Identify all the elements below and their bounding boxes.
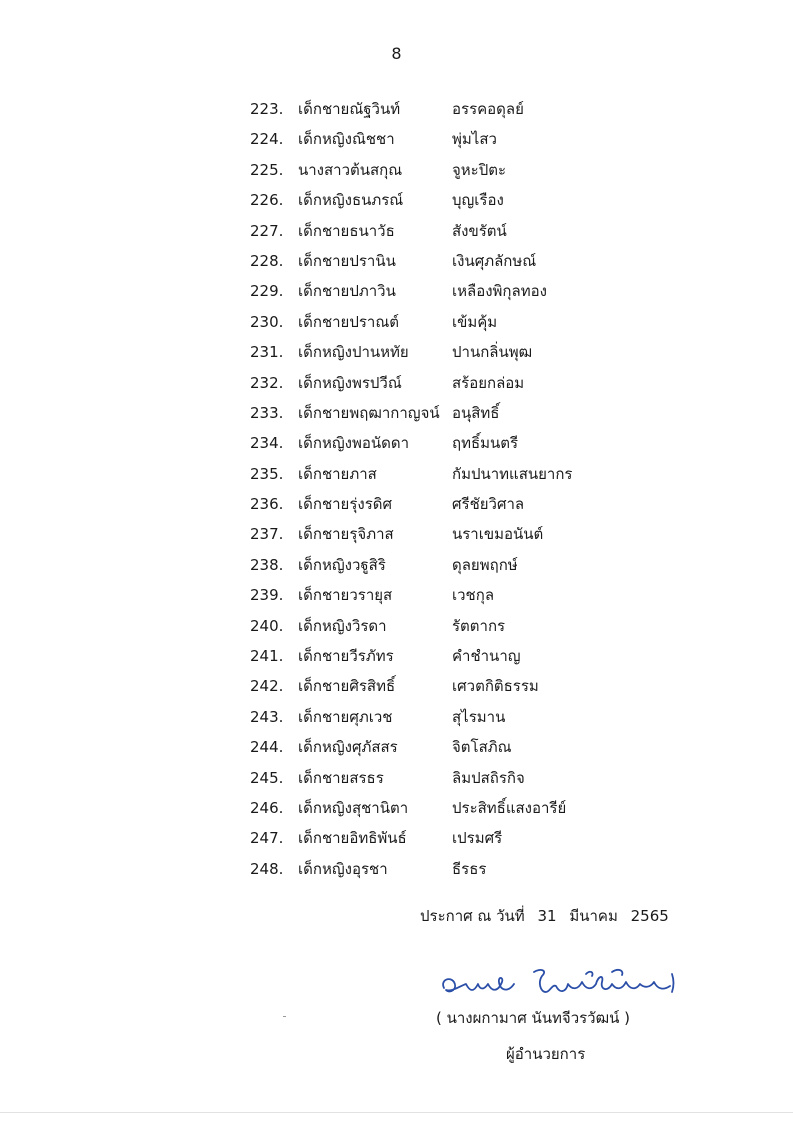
entry-number: 235. [250, 464, 284, 483]
entry-number: 224. [250, 130, 284, 149]
list-item [0, 94, 793, 124]
entry-number: 231. [250, 343, 284, 362]
entry-number: 228. [250, 251, 284, 270]
entry-last-name: เงินศุภลักษณ์ [452, 251, 537, 270]
signer-name: ( นางผกามาศ นันทจีวรวัฒน์ ) [436, 1009, 631, 1027]
entry-number: 223. [250, 100, 284, 118]
entry-first-name: เด็กชายสรธร [298, 768, 384, 787]
entry-last-name: จูหะปิตะ [452, 160, 507, 179]
list-item [0, 124, 793, 154]
entry-first-name: เด็กหญิงวฐูสิริ [298, 555, 386, 574]
entry-number: 244. [250, 738, 284, 757]
entry-last-name: สังขรัตน์ [452, 221, 507, 240]
list-item [0, 732, 793, 762]
list-item [0, 519, 793, 549]
list-item [0, 368, 793, 398]
entry-number: 241. [250, 647, 284, 666]
entry-last-name: เหลืองพิกุลทอง [452, 282, 547, 301]
page-number: 8 [391, 44, 402, 63]
entry-last-name: นราเขมอนันต์ [452, 525, 544, 544]
list-item [0, 398, 793, 428]
list-item [0, 337, 793, 367]
entry-first-name: เด็กหญิงอุรชา [298, 859, 388, 878]
entry-last-name: ประสิทธิ์แสงอารีย์ [452, 798, 567, 817]
announcement-year: 2565 [630, 907, 669, 925]
entry-number: 240. [250, 616, 284, 635]
list-item [0, 823, 793, 853]
entry-last-name: สุไรมาน [452, 707, 506, 726]
entry-number: 247. [250, 829, 284, 848]
handwritten-signature [436, 962, 686, 1006]
scan-speck [283, 1016, 286, 1017]
announcement-line [420, 904, 677, 928]
entry-first-name: เด็กชายปภาวิน [298, 282, 396, 301]
entry-first-name: เด็กหญิงวิรดา [298, 616, 387, 635]
entry-last-name: สร้อยกล่อม [452, 373, 525, 392]
list-item [0, 550, 793, 580]
list-item [0, 763, 793, 793]
entry-number: 239. [250, 586, 284, 605]
list-item [0, 641, 793, 671]
announcement-text: ประกาศ ณ วันที่ [420, 907, 525, 925]
entry-first-name: เด็กชายศิรสิทธิ์ [298, 677, 396, 696]
entry-number: 236. [250, 495, 284, 514]
entry-first-name: เด็กหญิงปานหทัย [298, 343, 409, 362]
entry-first-name: เด็กชายธนาวัธ [298, 221, 395, 240]
entry-last-name: คำชำนาญ [452, 647, 521, 666]
list-item [0, 155, 793, 185]
entry-first-name: เด็กหญิงพรปวีณ์ [298, 373, 402, 392]
entry-number: 226. [250, 191, 284, 210]
entry-last-name: เศวตกิติธรรม [452, 677, 539, 696]
entry-number: 233. [250, 403, 284, 422]
list-item [0, 459, 793, 489]
list-item [0, 854, 793, 884]
entry-number: 243. [250, 707, 284, 726]
list-item [0, 216, 793, 246]
entry-last-name: เวชกุล [452, 586, 495, 605]
entry-last-name: กัมปนาทแสนยากร [452, 464, 573, 483]
entry-last-name: เปรมศรี [452, 829, 503, 848]
list-item [0, 307, 793, 337]
entry-number: 248. [250, 859, 284, 878]
entry-number: 230. [250, 312, 284, 331]
entry-last-name: ดุลยพฤกษ์ [452, 555, 518, 574]
entry-last-name: อนุสิทธิ์ [452, 403, 500, 422]
entry-first-name: เด็กชายปราณต์ [298, 312, 400, 331]
entry-first-name: เด็กหญิงสุชานิตา [298, 798, 409, 817]
entry-first-name: เด็กชายวีรภัทร [298, 647, 394, 666]
entry-number: 246. [250, 798, 284, 817]
entry-first-name: เด็กชายอิทธิพันธ์ [298, 829, 407, 848]
entry-first-name: นางสาวต้นสกุณ [298, 160, 403, 179]
entry-number: 237. [250, 525, 284, 544]
entry-first-name: เด็กชายภาส [298, 464, 377, 483]
entry-last-name: อรรคอดุลย์ [452, 100, 524, 118]
list-item [0, 793, 793, 823]
entry-last-name: ศรีชัยวิศาล [452, 495, 525, 514]
list-item [0, 185, 793, 215]
name-list [0, 94, 793, 884]
list-item [0, 489, 793, 519]
entry-last-name: ปานกลิ่นพุฒ [452, 343, 533, 362]
entry-first-name: เด็กหญิงณิชชา [298, 130, 395, 149]
entry-first-name: เด็กหญิงพอนัดดา [298, 434, 409, 453]
entry-first-name: เด็กหญิงธนภรณ์ [298, 191, 404, 210]
list-item [0, 671, 793, 701]
signer-title: ผู้อำนวยการ [506, 1045, 586, 1063]
entry-number: 242. [250, 677, 284, 696]
entry-first-name: เด็กชายรุจิภาส [298, 525, 394, 544]
entry-last-name: บุญเรือง [452, 191, 504, 210]
entry-number: 232. [250, 373, 284, 392]
announcement-day: 31 [537, 907, 557, 925]
entry-number: 227. [250, 221, 284, 240]
entry-last-name: จิตโสภิณ [452, 738, 512, 757]
entry-first-name: เด็กหญิงศุภัสสร [298, 738, 398, 757]
entry-last-name: ลิมปสถิรกิจ [452, 768, 525, 787]
entry-number: 245. [250, 768, 284, 787]
list-item [0, 246, 793, 276]
list-item [0, 428, 793, 458]
entry-first-name: เด็กชายพฤฒากาญจน์ [298, 403, 440, 422]
entry-last-name: เข้มคุ้ม [452, 312, 498, 331]
list-item [0, 702, 793, 732]
entry-first-name: เด็กชายปรานิน [298, 251, 396, 270]
entry-last-name: พุ่มไสว [452, 130, 497, 149]
announcement-month: มีนาคม [569, 907, 618, 925]
entry-first-name: เด็กชายวรายุส [298, 586, 393, 605]
entry-number: 238. [250, 555, 284, 574]
entry-number: 229. [250, 282, 284, 301]
entry-number: 234. [250, 434, 284, 453]
entry-last-name: ธีรธร [452, 859, 487, 878]
footer-line [0, 1112, 793, 1113]
list-item [0, 611, 793, 641]
list-item [0, 276, 793, 306]
entry-number: 225. [250, 160, 284, 179]
entry-last-name: ฤทธิ์มนตรี [452, 434, 519, 453]
entry-first-name: เด็กชายศุภเวช [298, 707, 393, 726]
entry-first-name: เด็กชายณัฐวินท์ [298, 100, 401, 118]
list-item [0, 580, 793, 610]
entry-first-name: เด็กชายรุ่งรดิศ [298, 495, 393, 514]
entry-last-name: รัตตากร [452, 616, 506, 635]
